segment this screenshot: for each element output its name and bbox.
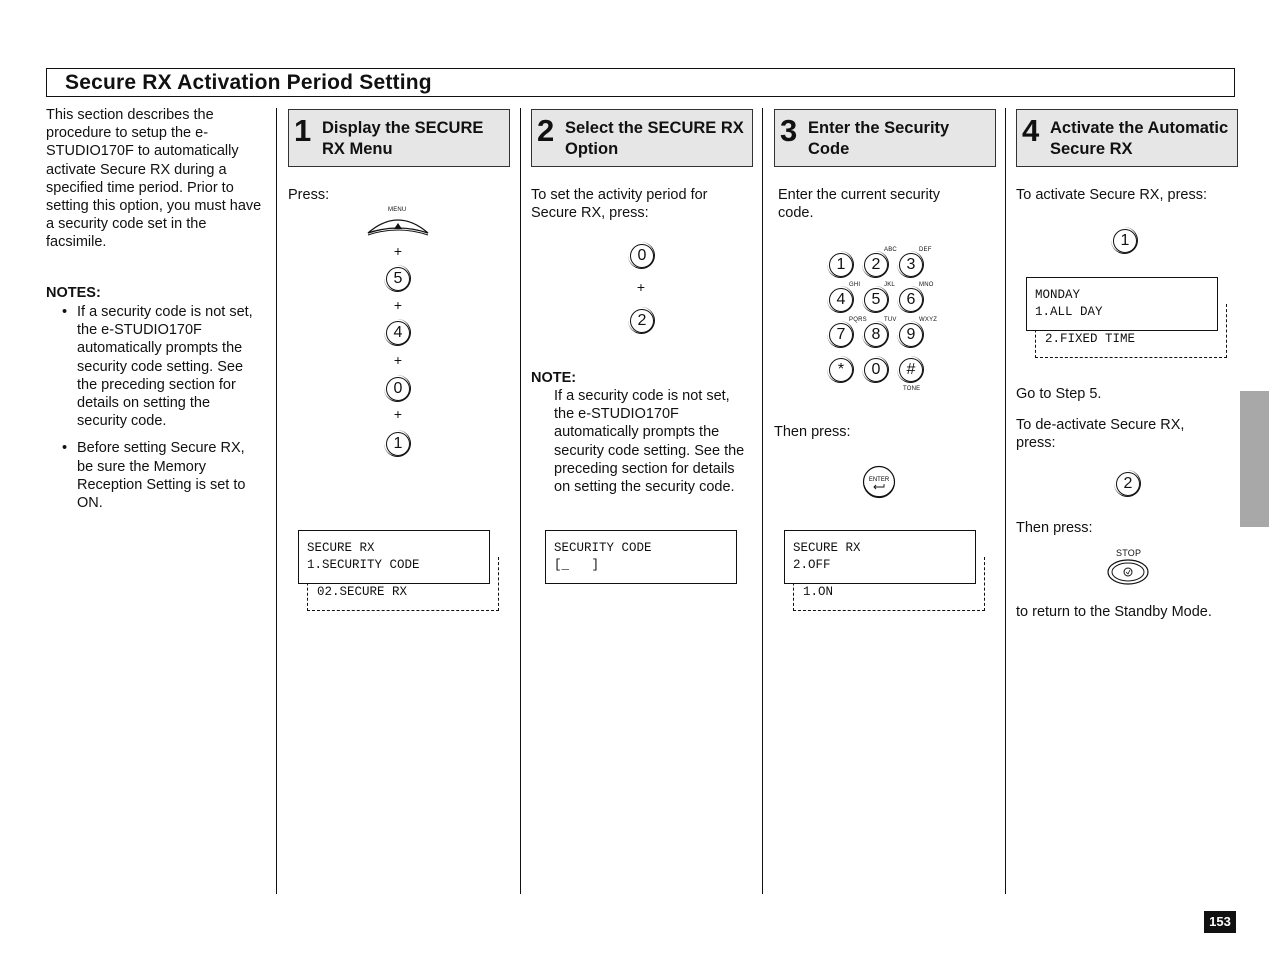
keypad-letters: ABC: [884, 247, 897, 253]
lcd-display: [1026, 277, 1218, 331]
plus-sign: +: [393, 297, 403, 313]
notes-heading: NOTES:: [46, 285, 101, 301]
step-number: 1: [294, 113, 312, 148]
section-title-bar: [46, 68, 1235, 97]
column-divider: [1005, 108, 1006, 894]
note-text: If a security code is not set, the e-STUDIO170F automatically prompts the security code setting. See the preceding section for details on setting the security code.: [554, 388, 745, 496]
lcd-next-option: 1.ON: [793, 557, 985, 611]
step-3-header: [774, 109, 996, 167]
standby-text: to return to the Standby Mode.: [1016, 604, 1212, 620]
keypad-letters: TONE: [903, 386, 921, 392]
key-5[interactable]: 5: [386, 267, 410, 291]
lcd-line-2: [_ ]: [554, 558, 600, 572]
note-item: • If a security code is not set, the e-STUDIO170F automatically prompts the security code setting. See the preceding section for details on setting the security code.: [62, 303, 262, 430]
go-to-step-text: Go to Step 5.: [1016, 386, 1102, 402]
keypad-1[interactable]: 1: [829, 253, 853, 277]
step-1-header: [288, 109, 510, 167]
key-4[interactable]: 4: [386, 321, 410, 345]
lcd-line-1: SECURE RX: [793, 541, 861, 555]
keypad-6[interactable]: 6: [899, 288, 923, 312]
keypad-9[interactable]: 9: [899, 323, 923, 347]
notes-list: [62, 303, 262, 521]
lcd-display: [298, 530, 490, 584]
keypad-8[interactable]: 8: [864, 323, 888, 347]
lcd-line-1: SECURITY CODE: [554, 541, 652, 555]
step-title: Activate the Automatic Secure RX: [1050, 119, 1229, 158]
column-divider: [762, 108, 763, 894]
keypad-letters: MNO: [919, 282, 934, 288]
step-number: 3: [780, 113, 798, 148]
keypad-letters: PQRS: [849, 317, 867, 323]
then-press-label: Then press:: [1016, 520, 1093, 536]
keypad-4[interactable]: 4: [829, 288, 853, 312]
lcd-line-2: 1.ALL DAY: [1035, 305, 1103, 319]
keypad-letters: JKL: [884, 282, 895, 288]
step-title: Select the SECURE RX Option: [565, 119, 744, 158]
keypad-hash[interactable]: #: [899, 358, 923, 382]
lcd-line-1: MONDAY: [1035, 288, 1081, 302]
keypad-7[interactable]: 7: [829, 323, 853, 347]
step-title: Display the SECURE RX Menu: [322, 119, 484, 158]
enter-key-label: ENTER: [868, 477, 890, 483]
plus-sign: +: [393, 352, 403, 368]
page-title: Secure RX Activation Period Setting: [65, 71, 432, 94]
keypad-letters: DEF: [919, 247, 932, 253]
step-number: 2: [537, 113, 555, 148]
chapter-tab: [1240, 391, 1269, 527]
lcd-line-1: SECURE RX: [307, 541, 375, 555]
lcd-line-2: 2.OFF: [793, 558, 831, 572]
lcd-next-option: 02.SECURE RX: [307, 557, 499, 611]
key-2[interactable]: 2: [1116, 472, 1140, 496]
column-divider: [520, 108, 521, 894]
step-2-text: To set the activity period for Secure RX, press:: [531, 187, 708, 222]
keypad-letters: TUV: [884, 317, 897, 323]
key-2[interactable]: 2: [630, 309, 654, 333]
keypad-0[interactable]: 0: [864, 358, 888, 382]
step-3-text: Enter the current security code.: [778, 187, 940, 222]
step-4-text: To activate Secure RX, press:: [1016, 187, 1207, 203]
keypad-5[interactable]: 5: [864, 288, 888, 312]
keypad-letters: GHI: [849, 282, 861, 288]
note-heading: NOTE:: [531, 370, 577, 386]
key-1[interactable]: 1: [1113, 229, 1137, 253]
page-number: 153: [1204, 911, 1236, 933]
intro-text: This section describes the procedure to setup the e-STUDIO170F to automatically activate Secure RX during a specified time period. Prior to setting this option, you must have a security code set in the facsimile.: [46, 107, 262, 251]
lcd-next-option: 2.FIXED TIME: [1035, 304, 1227, 358]
plus-sign: +: [636, 279, 646, 295]
lcd-line-2: 1.SECURITY CODE: [307, 558, 420, 572]
then-press-label: Then press:: [774, 424, 851, 440]
menu-key-icon[interactable]: [366, 213, 430, 245]
stop-key-icon[interactable]: [1106, 558, 1152, 588]
step-4-header: [1016, 109, 1238, 167]
enter-key-icon[interactable]: [862, 465, 898, 501]
key-0[interactable]: 0: [630, 244, 654, 268]
column-divider: [276, 108, 277, 894]
menu-key-label: MENU: [388, 207, 407, 213]
step-2-header: [531, 109, 753, 167]
plus-sign: +: [393, 243, 403, 259]
keypad-3[interactable]: 3: [899, 253, 923, 277]
keypad-2[interactable]: 2: [864, 253, 888, 277]
deactivate-text: To de-activate Secure RX, press:: [1016, 417, 1185, 452]
keypad-star[interactable]: *: [829, 358, 853, 382]
stop-key-label: STOP: [1116, 548, 1142, 558]
step-number: 4: [1022, 113, 1040, 148]
lcd-display: [545, 530, 737, 584]
note-item: • Before setting Secure RX, be sure the Memory Reception Setting is set to ON.: [62, 439, 262, 512]
step-title: Enter the Security Code: [808, 119, 950, 158]
key-1[interactable]: 1: [386, 432, 410, 456]
press-label: Press:: [288, 187, 330, 203]
plus-sign: +: [393, 406, 403, 422]
key-0[interactable]: 0: [386, 377, 410, 401]
lcd-display: [784, 530, 976, 584]
keypad-letters: WXYZ: [919, 317, 938, 323]
